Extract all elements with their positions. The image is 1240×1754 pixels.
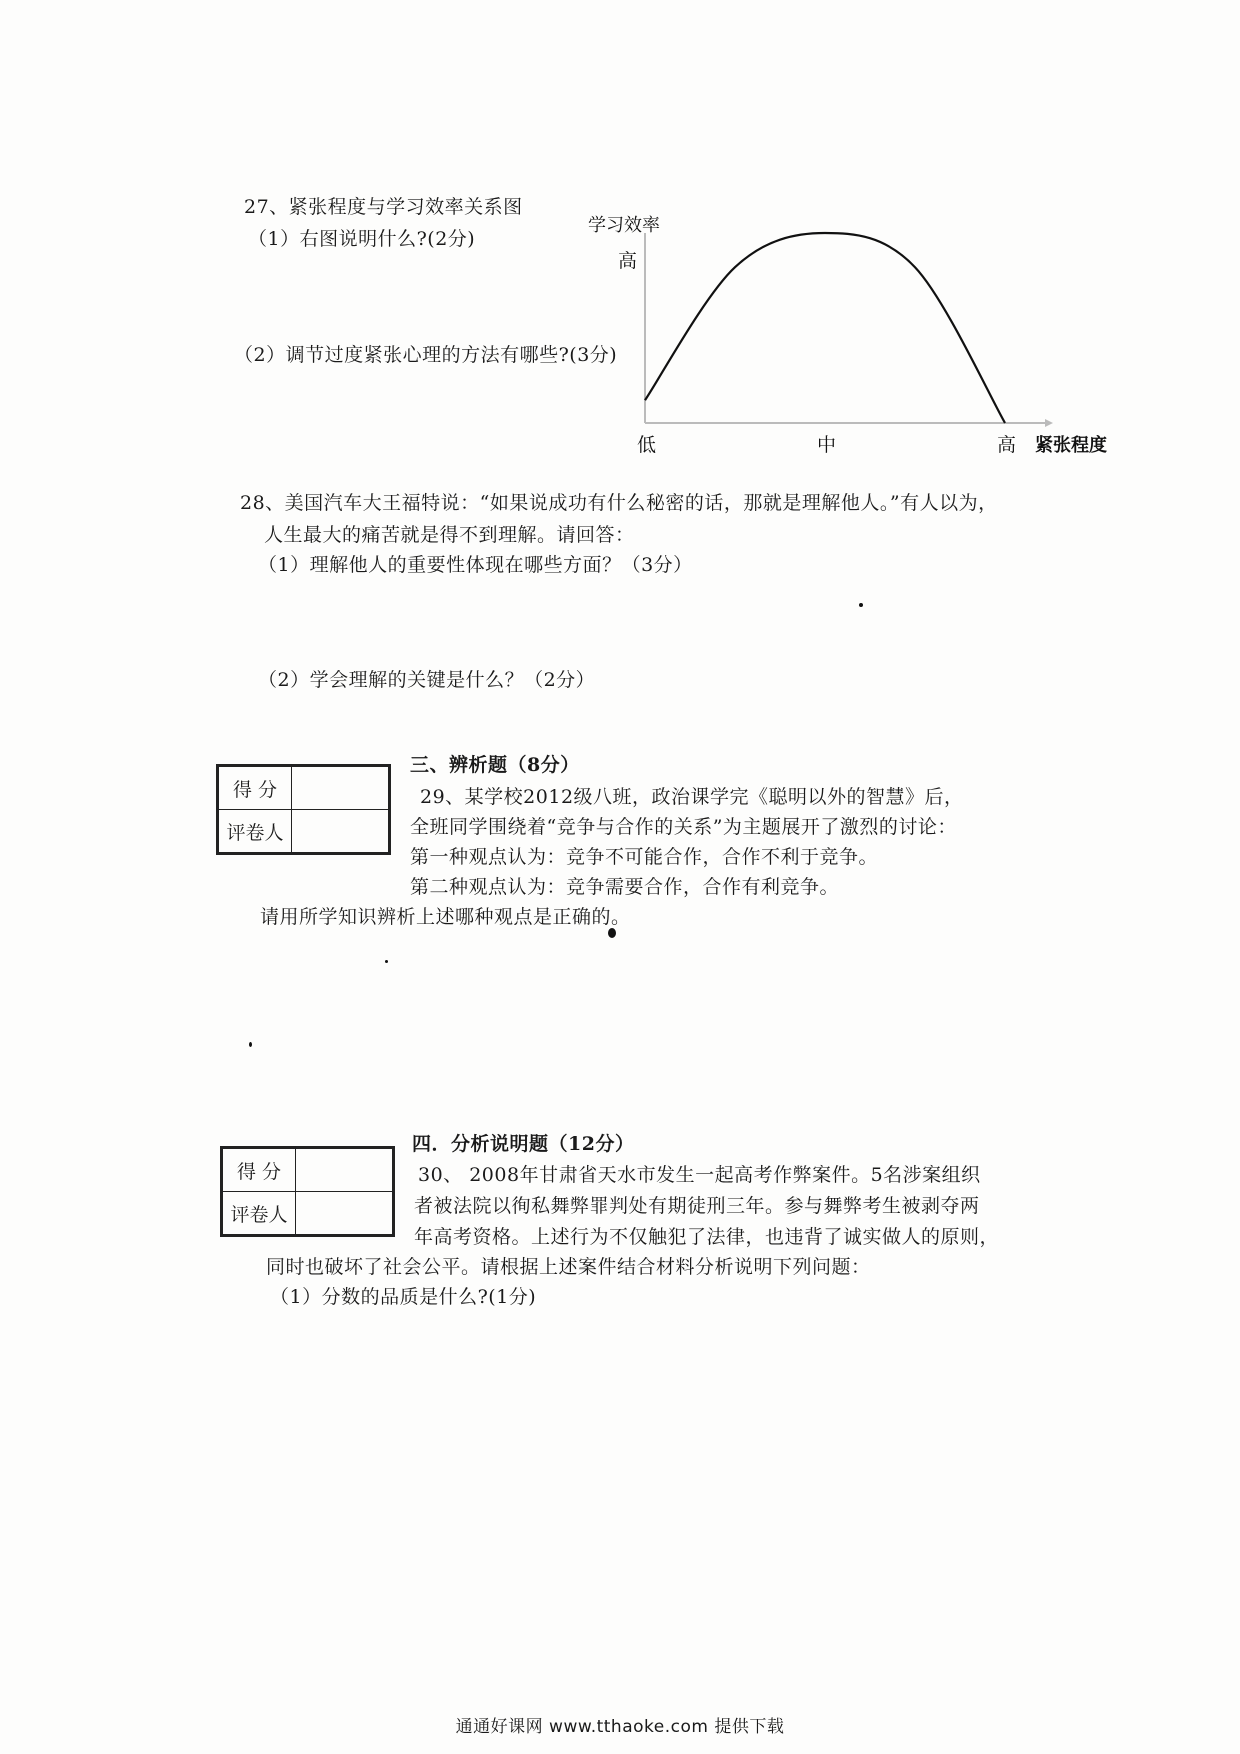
x-axis-label: 紧张程度 [1035,435,1107,456]
grader-field[interactable] [292,810,389,853]
q29-line1: 29、某学校2012级八班，政治课学完《聪明以外的智慧》后， [420,786,964,808]
q30-line4: 同时也破坏了社会公平。请根据上述案件结合材料分析说明下列问题： [266,1256,871,1278]
q30-sub1: （1）分数的品质是什么?(1分) [270,1286,537,1308]
q28-sub2: （2）学会理解的关键是什么？（2分） [258,669,596,691]
q27-title: 27、紧张程度与学习效率关系图 [244,196,523,218]
section3-score-box [216,764,391,855]
section4-heading: 四．分析说明题（12分） [412,1133,635,1155]
q29-line2: 全班同学围绕着“竞争与合作的关系”为主题展开了激烈的讨论： [410,816,957,838]
score-field[interactable] [292,767,389,810]
x-axis-arrow [1045,419,1053,427]
q30-line1: 30、 2008年甘肃省天水市发生一起高考作弊案件。5名涉案组织 [418,1164,981,1186]
q28-line1: 28、美国汽车大王福特说：“如果说成功有什么秘密的话，那就是理解他人。”有人以为， [240,492,998,514]
grader-field[interactable] [296,1192,393,1235]
scan-speck [608,928,616,938]
score-field[interactable] [296,1149,393,1192]
y-tick-label: 高 [618,250,638,272]
x-tick-label: 高 [997,434,1017,456]
section4-score-box [220,1146,395,1237]
q28-line2: 人生最大的痛苦就是得不到理解。请回答： [264,524,635,546]
q30-line3: 年高考资格。上述行为不仅触犯了法律，也违背了诚实做人的原则， [414,1226,1000,1248]
y-axis-label: 学习效率 [588,215,660,236]
q30-line2: 者被法院以徇私舞弊罪判处有期徒刑三年。参与舞弊考生被剥夺两 [414,1195,980,1217]
q29-view1: 第一种观点认为：竞争不可能合作，合作不利于竞争。 [410,846,879,868]
score-label: 得 分 [223,1149,296,1192]
grader-label: 评卷人 [223,1192,296,1235]
stress-efficiency-chart [560,205,1107,465]
grader-label: 评卷人 [219,810,292,853]
x-tick-label: 中 [817,434,837,456]
download-footer: 通通好课网 www.tthaoke.com 提供下载 [455,1717,785,1737]
q28-sub1: （1）理解他人的重要性体现在哪些方面？（3分） [258,554,693,576]
x-tick-label: 低 [637,434,657,456]
q27-sub2: （2）调节过度紧张心理的方法有哪些?(3分) [234,344,618,366]
scan-speck [859,603,863,607]
q27-sub1: （1）右图说明什么?(2分) [248,228,476,250]
scan-speck [385,960,388,963]
q29-view2: 第二种观点认为：竞争需要合作，合作有利竞争。 [410,876,840,898]
scan-speck [249,1042,252,1047]
score-label: 得 分 [219,767,292,810]
efficiency-curve [645,233,1005,423]
section3-heading: 三、辨析题（8分） [410,754,580,776]
q29-prompt: 请用所学知识辨析上述哪种观点是正确的。 [260,906,631,928]
